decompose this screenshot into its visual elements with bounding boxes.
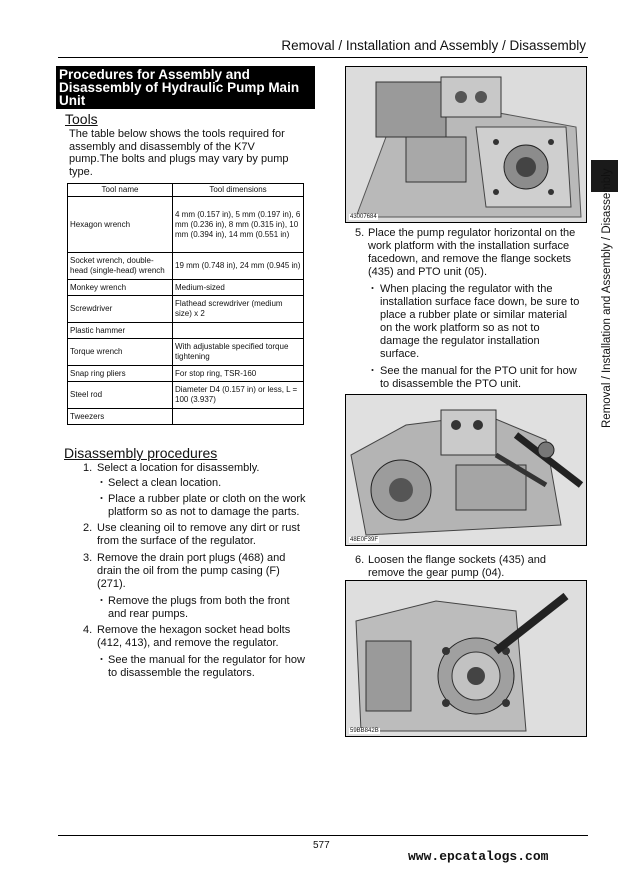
tool-name-cell: Snap ring pliers (68, 366, 173, 382)
step-text: work platform with the installation surface (368, 240, 570, 252)
step-text: drain the oil from the pump casing (F) (97, 565, 280, 577)
tool-name-cell: Monkey wrench (68, 280, 173, 296)
step-number: 3. (83, 552, 93, 564)
bullet-text: See the manual for the PTO unit for how (380, 365, 577, 377)
footer-divider (58, 835, 588, 836)
step-text: facedown, and remove the flange sockets (368, 253, 572, 265)
step-number: 5. (355, 227, 365, 239)
watermark: www.epcatalogs.com (408, 849, 549, 864)
tool-dimension-cell: Diameter D4 (0.157 in) or less, L = 100 (3.937) (173, 382, 304, 409)
bullet-text: Place a rubber plate or cloth on the work (108, 493, 306, 505)
bullet-text: Select a clean location. (108, 477, 222, 489)
bullet-symbol: ・ (367, 283, 378, 295)
bullet-text: installation surface face down, be sure to (380, 296, 580, 308)
table-header-row (68, 184, 304, 197)
tool-name-cell: Steel rod (68, 382, 173, 409)
table-row (68, 382, 304, 409)
gear-pump-illustration (346, 581, 586, 736)
section-heading: Procedures for Assembly and Disassembly of Hydraulic Pump Main Unit (56, 66, 315, 109)
step-text: Select a location for disassembly. (97, 462, 260, 474)
step-text: Remove the drain port plugs (468) and (97, 552, 286, 564)
step-text: (412, 413), and remove the regulator. (97, 637, 279, 649)
tool-dimension-cell (173, 323, 304, 339)
tool-dimension-cell (173, 409, 304, 425)
step-text: (271). (97, 578, 126, 590)
table-row (68, 280, 304, 296)
tool-dimension-cell: For stop ring, TSR-160 (173, 366, 304, 382)
side-section-label: Removal / Installation and Assembly / Disassembly (601, 168, 613, 428)
table-row (68, 296, 304, 323)
step-number: 1. (83, 462, 93, 474)
tool-dimension-cell: 19 mm (0.748 in), 24 mm (0.945 in) (173, 253, 304, 280)
step-text: Use cleaning oil to remove any dirt or rust (97, 522, 300, 534)
pump-regulator-illustration (346, 67, 586, 222)
step-text: Remove the hexagon socket head bolts (97, 624, 291, 636)
running-header-title: Removal / Installation and Assembly / Disassembly (281, 38, 586, 53)
tools-intro: The table below shows the tools required for assembly and disassembly of the K7V pump.The bolts and plugs may vary by pump type. (69, 128, 289, 178)
step-text: remove the gear pump (04). (368, 567, 505, 579)
table-row (68, 409, 304, 425)
step-text: Loosen the flange sockets (435) and (368, 554, 546, 566)
tool-dimension-cell: With adjustable specified torque tightening (173, 339, 304, 366)
bullet-text: When placing the regulator with the (380, 283, 553, 295)
bullet-text: to disassemble the PTO unit. (380, 378, 522, 390)
bullet-symbol: ・ (96, 654, 107, 666)
step-number: 6. (355, 554, 365, 566)
bullet-text: See the manual for the regulator for how (108, 654, 305, 666)
photo-pto-removal (345, 394, 587, 546)
tool-name-cell: Socket wrench, double-head (single-head) wrench (68, 253, 173, 280)
bullet-text: Remove the plugs from both the front (108, 595, 290, 607)
table-header-cell: Tool dimensions (173, 184, 304, 197)
photo-pump-regulator (345, 66, 587, 223)
bullet-text: to disassemble the regulators. (108, 667, 255, 679)
bullet-text: and rear pumps. (108, 608, 189, 620)
bullet-symbol: ・ (367, 365, 378, 377)
bullet-text: surface. (380, 348, 420, 360)
step-number: 2. (83, 522, 93, 534)
tool-name-cell: Tweezers (68, 409, 173, 425)
tool-name-cell: Screwdriver (68, 296, 173, 323)
bullet-text: damage the regulator installation (380, 335, 540, 347)
tool-dimension-cell: Medium-sized (173, 280, 304, 296)
bullet-text: platform so as not to damage the parts. (108, 506, 300, 518)
tool-name-cell: Hexagon wrench (68, 197, 173, 253)
step-text: Place the pump regulator horizontal on the (368, 227, 576, 239)
tool-dimension-cell: Flathead screwdriver (medium size) x 2 (173, 296, 304, 323)
step-text: from the surface of the regulator. (97, 535, 256, 547)
tools-heading: Tools (65, 111, 98, 127)
step-text: (435) and PTO unit (05). (368, 266, 488, 278)
table-row (68, 323, 304, 339)
bullet-symbol: ・ (96, 595, 107, 607)
disassembly-heading: Disassembly procedures (64, 445, 218, 461)
table-row (68, 253, 304, 280)
step-number: 4. (83, 624, 93, 636)
tool-dimension-cell: 4 mm (0.157 in), 5 mm (0.197 in), 6 mm (0.236 in), 8 mm (0.315 in), 10 mm (0.394 in), 14 mm (0.551 in) (173, 197, 304, 253)
bullet-symbol: ・ (96, 477, 107, 489)
bullet-text: on the work platform so as not to (380, 322, 540, 334)
photo-id-label: 43007684 (350, 214, 377, 220)
bullet-symbol: ・ (96, 493, 107, 505)
tool-name-cell: Torque wrench (68, 339, 173, 366)
photo-id-label: 48E0F39F (350, 537, 379, 543)
table-row (68, 197, 304, 253)
pto-removal-illustration (346, 395, 586, 545)
photo-id-label: 59BB842B (350, 728, 379, 734)
tool-name-cell: Plastic hammer (68, 323, 173, 339)
bullet-text: place a rubber plate or similar material (380, 309, 568, 321)
table-row (68, 339, 304, 366)
table-header-cell: Tool name (68, 184, 173, 197)
page-number: 577 (313, 840, 330, 851)
photo-gear-pump-removal (345, 580, 587, 737)
tools-table (67, 183, 304, 425)
table-row (68, 366, 304, 382)
header-divider (58, 57, 588, 58)
